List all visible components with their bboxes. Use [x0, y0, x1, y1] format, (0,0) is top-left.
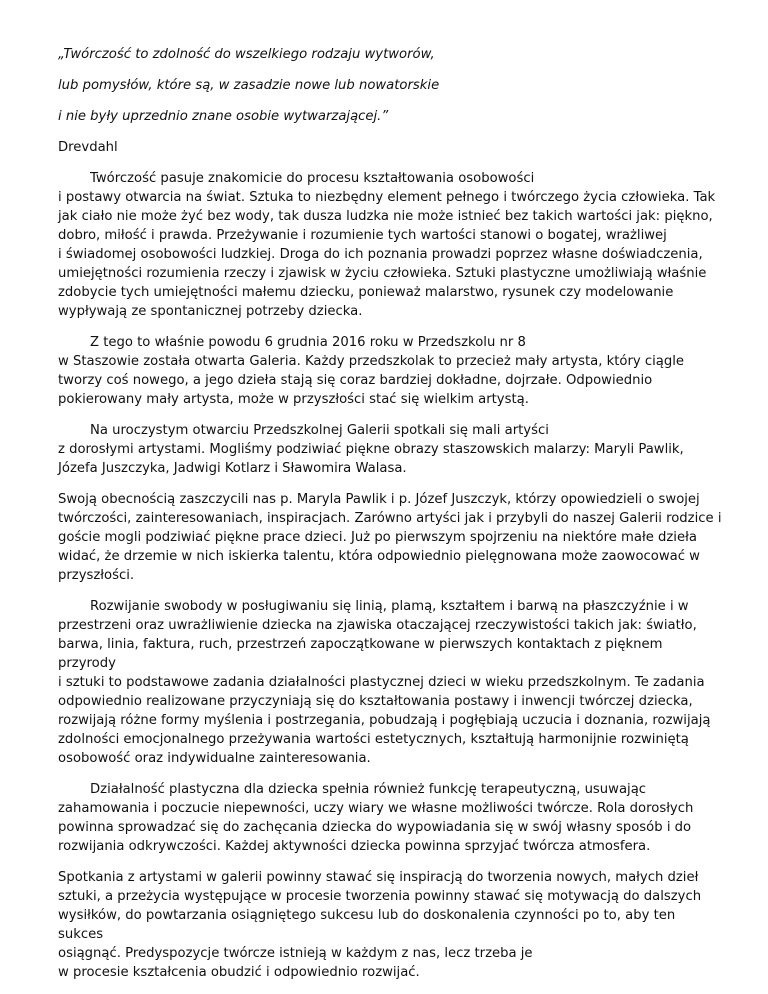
paragraph-line: tworzy coś nowego, a jego dzieła stają się coraz bardziej dokładne, dojrzałe. Odpowiednio: [58, 373, 653, 388]
paragraph-line: sztuki, a przeżycia występujące w procesie tworzenia powinny stawać się motywacją do dalszych: [58, 889, 702, 904]
paragraph-line: Twórczość pasuje znakomicie do procesu kształtowania osobowości: [90, 171, 535, 186]
paragraph-3: [58, 421, 723, 478]
paragraph-line: twórczości, zainteresowaniach, inspiracjach. Zarówno artyści jak i przybyli do naszej Galerii rodzice i: [58, 511, 722, 526]
paragraph-line: Rozwijanie swobody w posługiwaniu się linią, plamą, kształtem i barwą na płaszczyźnie i w: [90, 599, 689, 614]
paragraph-7: [58, 868, 723, 982]
paragraph-line: widać, że drzemie w nich iskierka talentu, która odpowiednio pielęgnowana może zaowocować w: [58, 549, 700, 564]
paragraph-line: zdolności emocjonalnego przeżywania wartości estetycznych, kształtują harmonijnie rozwiniętą: [58, 732, 689, 747]
paragraph-5: [58, 597, 723, 768]
paragraph-line: Na uroczystym otwarciu Przedszkolnej Galerii spotkali się mali artyści: [90, 423, 549, 438]
paragraph-4: [58, 490, 723, 585]
paragraph-line: i sztuki to podstawowe zadania działalności plastycznej dzieci w wieku przedszkolnym. Te zadania: [58, 675, 705, 690]
paragraph-line: wypływają ze spontanicznej potrzeby dziecka.: [58, 304, 363, 319]
paragraph-line: osobowość oraz indywidualne zainteresowania.: [58, 751, 371, 766]
quote-line-2: lub pomysłów, które są, w zasadzie nowe lub nowatorskie: [58, 78, 440, 93]
paragraph-line: przyszłości.: [58, 568, 135, 583]
paragraph-line: barwa, linia, faktura, ruch, przestrzeń zapoczątkowane w pierwszych kontaktach z pięknem przyrody: [58, 637, 663, 671]
paragraph-line: i postawy otwarcia na świat. Sztuka to niezbędny element pełnego i twórczego życia człowieka. Tak: [58, 190, 716, 205]
paragraph-line: pokierowany mały artysta, może w przyszłości stać się wielkim artystą.: [58, 392, 529, 407]
quote-author: Drevdahl: [58, 140, 118, 155]
paragraph-2: [58, 333, 723, 409]
paragraph-line: goście mogli podziwiać piękne prace dzieci. Już po pierwszym spojrzeniu na niektóre małe dzieła: [58, 530, 697, 545]
paragraph-line: w procesie kształcenia obudzić i odpowiednio rozwijać.: [58, 965, 420, 980]
paragraph-line: w Staszowie została otwarta Galeria. Każdy przedszkolak to przecież mały artysta, który ciągle: [58, 354, 685, 369]
paragraph-line: Z tego to właśnie powodu 6 grudnia 2016 roku w Przedszkolu nr 8: [90, 335, 526, 350]
paragraph-line: jak ciało nie może żyć bez wody, tak dusza ludzka nie może istnieć bez takich wartości jak: piękno,: [58, 209, 713, 224]
paragraph-line: i świadomej osobowości ludzkiej. Droga do ich poznania prowadzi poprzez własne doświadczenia,: [58, 247, 703, 262]
paragraph-line: Działalność plastyczna dla dziecka spełnia również funkcję terapeutyczną, usuwając: [90, 782, 647, 797]
paragraph-line: rozwijają różne formy myślenia i postrzegania, pobudzają i pogłębiają uczucia i doznania, rozwijają: [58, 713, 711, 728]
paragraph-line: rozwijania odkrywczości. Każdej aktywności dziecka powinna sprzyjać twórcza atmosfera.: [58, 839, 651, 854]
paragraph-line: Swoją obecnością zaszczycili nas p. Maryla Pawlik i p. Józef Juszczyk, którzy opowiedzieli o swojej: [58, 492, 700, 507]
body-text: [58, 169, 723, 982]
paragraph-line: umiejętności rozumienia rzeczy i zjawisk w życiu człowieka. Sztuki plastyczne umożliwiają właśnie: [58, 266, 707, 281]
paragraph-line: Józefa Juszczyka, Jadwigi Kotlarz i Sławomira Walasa.: [58, 461, 407, 476]
paragraph-1: [58, 169, 723, 321]
paragraph-line: z dorosłymi artystami. Mogliśmy podziwiać piękne obrazy staszowskich malarzy: Maryli Pawlik,: [58, 442, 684, 457]
document-page: [58, 45, 723, 994]
paragraph-line: dobro, miłość i prawda. Przeżywanie i rozumienie tych wartości stanowi o bogatej, wrażliwej: [58, 228, 667, 243]
paragraph-line: przestrzeni oraz uwrażliwienie dziecka na zjawiska otaczającej rzeczywistości takich jak: światło,: [58, 618, 697, 633]
paragraph-6: [58, 780, 723, 856]
paragraph-line: odpowiednio realizowane przyczyniają się do kształtowania postawy i inwencji twórczej dziecka,: [58, 694, 693, 709]
paragraph-line: osiągnąć. Predyspozycje twórcze istnieją w każdym z nas, lecz trzeba je: [58, 946, 533, 961]
paragraph-line: Spotkania z artystami w galerii powinny stawać się inspiracją do tworzenia nowych, małych dzieł: [58, 870, 699, 885]
quote-line-3: i nie były uprzednio znane osobie wytwarzającej.”: [58, 109, 389, 124]
quote-line-1: „Twórczość to zdolność do wszelkiego rodzaju wytworów,: [58, 47, 435, 62]
paragraph-line: zdobycie tych umiejętności małemu dziecku, ponieważ malarstwo, rysunek czy modelowanie: [58, 285, 674, 300]
paragraph-line: powinna sprowadzać się do zachęcania dziecka do wypowiadania się w swój własny sposób i do: [58, 820, 692, 835]
paragraph-line: wysiłków, do powtarzania osiągniętego sukcesu lub do doskonalenia czynności po to, aby ten sukces: [58, 908, 676, 942]
paragraph-line: zahamowania i poczucie niepewności, uczy wiary we własne możliwości twórcze. Rola dorosłych: [58, 801, 694, 816]
